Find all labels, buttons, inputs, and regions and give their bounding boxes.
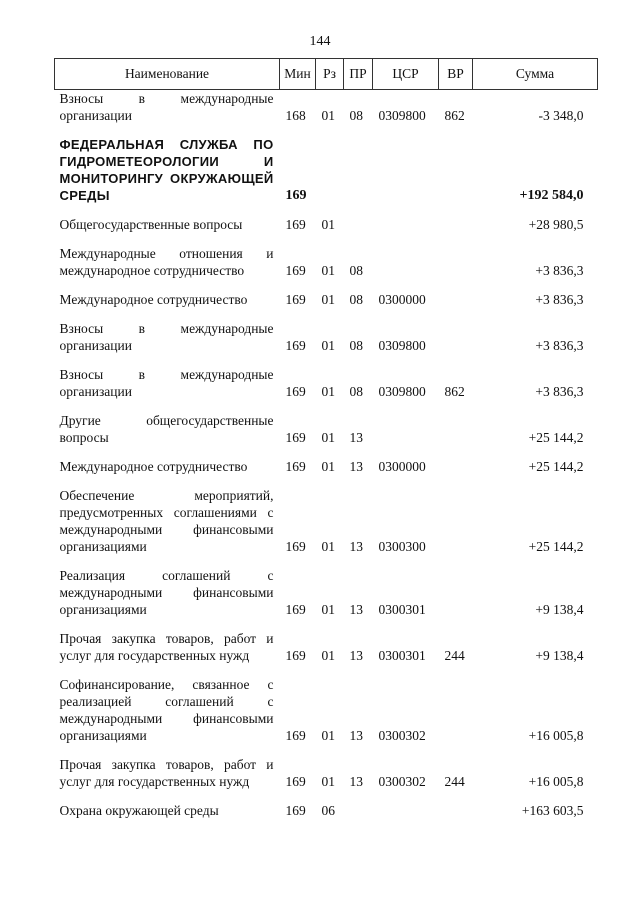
cell-name: ФЕДЕРАЛЬНАЯ СЛУЖБА ПО ГИДРОМЕТЕОРОЛОГИИ И МОНИТОРИНГУ ОКРУЖАЮЩЕЙ СРЕДЫ bbox=[59, 137, 274, 203]
cell-csr bbox=[373, 128, 439, 208]
cell-sum: -3 348,0 bbox=[538, 108, 584, 123]
cell-min: 169 bbox=[285, 728, 306, 743]
cell-min: 169 bbox=[285, 602, 306, 617]
table-row bbox=[55, 794, 598, 823]
cell-csr bbox=[373, 404, 439, 450]
header-sum: Сумма bbox=[473, 59, 598, 90]
cell-name: Реализация соглашений с международными финансовыми организациями bbox=[59, 568, 274, 617]
cell-vr bbox=[439, 128, 473, 208]
cell-pr: 08 bbox=[349, 384, 363, 399]
cell-name: Общегосударственные вопросы bbox=[59, 217, 243, 232]
cell-csr: 0300300 bbox=[378, 539, 426, 554]
cell-rz: 01 bbox=[321, 459, 335, 474]
cell-csr: 0300302 bbox=[378, 728, 426, 743]
cell-min: 169 bbox=[285, 338, 306, 353]
header-name: Наименование bbox=[55, 59, 280, 90]
cell-rz: 01 bbox=[321, 263, 335, 278]
cell-min: 169 bbox=[285, 292, 306, 307]
cell-pr: 13 bbox=[349, 539, 363, 554]
cell-rz: 01 bbox=[321, 292, 335, 307]
cell-min: 169 bbox=[285, 188, 307, 203]
table-body bbox=[55, 90, 598, 824]
cell-min: 169 bbox=[285, 539, 306, 554]
cell-min: 169 bbox=[285, 263, 306, 278]
budget-table bbox=[54, 58, 598, 823]
cell-rz: 01 bbox=[321, 338, 335, 353]
cell-min: 169 bbox=[285, 774, 306, 789]
cell-vr bbox=[439, 559, 473, 622]
cell-min: 169 bbox=[285, 384, 306, 399]
cell-csr: 0309800 bbox=[378, 384, 426, 399]
cell-rz bbox=[316, 128, 344, 208]
table-row bbox=[55, 450, 598, 479]
table-row bbox=[55, 748, 598, 794]
cell-rz: 01 bbox=[321, 774, 335, 789]
cell-name: Софинансирование, связанное с реализацией соглашений с международными финансовыми организациями bbox=[59, 677, 274, 743]
cell-vr bbox=[439, 283, 473, 312]
cell-sum: +3 836,3 bbox=[535, 384, 584, 399]
cell-name: Другие общегосударственные вопросы bbox=[59, 413, 274, 445]
cell-csr bbox=[373, 237, 439, 283]
table-row bbox=[55, 668, 598, 748]
table-row bbox=[55, 622, 598, 668]
cell-vr: 244 bbox=[444, 648, 465, 663]
cell-pr bbox=[344, 208, 373, 237]
cell-name: Взносы в международные организации bbox=[59, 367, 274, 399]
cell-csr bbox=[373, 208, 439, 237]
cell-csr: 0309800 bbox=[378, 108, 426, 123]
cell-vr bbox=[439, 312, 473, 358]
cell-csr: 0300301 bbox=[378, 648, 426, 663]
table-row bbox=[55, 312, 598, 358]
cell-pr: 08 bbox=[349, 263, 363, 278]
cell-rz: 01 bbox=[321, 217, 335, 232]
cell-sum: +25 144,2 bbox=[528, 459, 584, 474]
cell-sum: +192 584,0 bbox=[519, 188, 584, 203]
cell-vr bbox=[439, 794, 473, 823]
cell-name: Прочая закупка товаров, работ и услуг для государственных нужд bbox=[59, 757, 274, 789]
cell-sum: +3 836,3 bbox=[535, 338, 584, 353]
header-vr: ВР bbox=[439, 59, 473, 90]
cell-pr: 13 bbox=[349, 774, 363, 789]
cell-rz: 01 bbox=[321, 539, 335, 554]
cell-vr bbox=[439, 668, 473, 748]
table-row bbox=[55, 404, 598, 450]
table-row bbox=[55, 358, 598, 404]
cell-csr: 0300000 bbox=[378, 459, 426, 474]
table-row bbox=[55, 90, 598, 129]
cell-vr bbox=[439, 237, 473, 283]
cell-csr: 0300301 bbox=[378, 602, 426, 617]
cell-pr bbox=[344, 794, 373, 823]
cell-sum: +25 144,2 bbox=[528, 539, 584, 554]
cell-pr: 13 bbox=[349, 602, 363, 617]
cell-name: Взносы в международные организации bbox=[59, 91, 274, 123]
cell-vr bbox=[439, 450, 473, 479]
cell-min: 169 bbox=[285, 803, 306, 818]
cell-pr: 08 bbox=[349, 338, 363, 353]
table-row bbox=[55, 237, 598, 283]
header-csr: ЦСР bbox=[373, 59, 439, 90]
cell-pr: 13 bbox=[349, 430, 363, 445]
cell-min: 169 bbox=[285, 430, 306, 445]
cell-sum: +16 005,8 bbox=[528, 728, 584, 743]
cell-name: Охрана окружающей среды bbox=[59, 803, 219, 818]
table-row bbox=[55, 208, 598, 237]
table-header bbox=[55, 59, 598, 90]
cell-min: 169 bbox=[285, 648, 306, 663]
cell-vr bbox=[439, 479, 473, 559]
page-number: 144 bbox=[309, 34, 331, 49]
cell-sum: +3 836,3 bbox=[535, 263, 584, 278]
cell-vr bbox=[439, 404, 473, 450]
cell-csr bbox=[373, 794, 439, 823]
cell-rz: 06 bbox=[321, 803, 335, 818]
table-row bbox=[55, 283, 598, 312]
cell-name: Международное сотрудничество bbox=[59, 459, 248, 474]
cell-csr: 0309800 bbox=[378, 338, 426, 353]
cell-name: Международные отношения и международное сотрудничество bbox=[59, 246, 274, 278]
table-row bbox=[55, 559, 598, 622]
cell-name: Взносы в международные организации bbox=[59, 321, 274, 353]
cell-rz: 01 bbox=[321, 384, 335, 399]
cell-sum: +3 836,3 bbox=[535, 292, 584, 307]
cell-sum: +9 138,4 bbox=[535, 648, 584, 663]
cell-name: Прочая закупка товаров, работ и услуг для государственных нужд bbox=[59, 631, 274, 663]
table-row bbox=[55, 479, 598, 559]
table-row bbox=[55, 128, 598, 208]
cell-pr: 13 bbox=[349, 728, 363, 743]
cell-csr: 0300302 bbox=[378, 774, 426, 789]
cell-vr: 862 bbox=[444, 108, 465, 123]
header-pr: ПР bbox=[344, 59, 373, 90]
cell-sum: +163 603,5 bbox=[521, 803, 584, 818]
cell-name: Международное сотрудничество bbox=[59, 292, 248, 307]
header-min: Мин bbox=[280, 59, 316, 90]
cell-rz: 01 bbox=[321, 728, 335, 743]
cell-pr: 08 bbox=[349, 108, 363, 123]
cell-vr: 244 bbox=[444, 774, 465, 789]
cell-rz: 01 bbox=[321, 108, 335, 123]
cell-min: 169 bbox=[285, 459, 306, 474]
cell-min: 169 bbox=[285, 217, 306, 232]
cell-vr bbox=[439, 208, 473, 237]
cell-rz: 01 bbox=[321, 430, 335, 445]
cell-vr: 862 bbox=[444, 384, 465, 399]
cell-rz: 01 bbox=[321, 648, 335, 663]
cell-min: 168 bbox=[285, 108, 306, 123]
cell-sum: +28 980,5 bbox=[528, 217, 584, 232]
cell-rz: 01 bbox=[321, 602, 335, 617]
cell-name: Обеспечение мероприятий, предусмотренных соглашениями с международными финансовыми организациями bbox=[59, 488, 274, 554]
cell-sum: +9 138,4 bbox=[535, 602, 584, 617]
cell-pr: 13 bbox=[349, 459, 363, 474]
header-rz: Рз bbox=[316, 59, 344, 90]
cell-sum: +16 005,8 bbox=[528, 774, 584, 789]
cell-pr bbox=[344, 128, 373, 208]
cell-pr: 08 bbox=[349, 292, 363, 307]
cell-csr: 0300000 bbox=[378, 292, 426, 307]
cell-pr: 13 bbox=[349, 648, 363, 663]
cell-sum: +25 144,2 bbox=[528, 430, 584, 445]
